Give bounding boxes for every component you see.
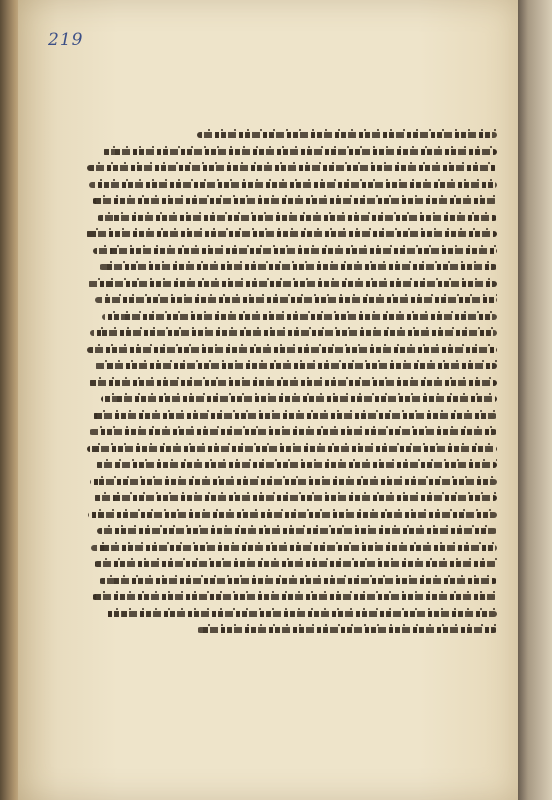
manuscript-line	[87, 281, 497, 287]
manuscript-page	[18, 0, 518, 800]
manuscript-line	[88, 380, 497, 386]
manuscript-line	[97, 215, 497, 221]
manuscript-line	[99, 578, 497, 584]
manuscript-line	[101, 396, 497, 402]
manuscript-line	[89, 182, 497, 188]
manuscript-line	[197, 627, 497, 633]
manuscript-line	[87, 446, 497, 452]
manuscript-line	[95, 462, 497, 468]
manuscript-line	[94, 363, 497, 369]
manuscript-line	[88, 512, 497, 518]
manuscript-line	[87, 347, 497, 353]
manuscript-line	[92, 198, 497, 204]
manuscript-line	[197, 132, 497, 138]
manuscript-line	[102, 314, 497, 320]
manuscript-line	[85, 231, 497, 237]
manuscript-line	[87, 165, 497, 171]
manuscript-line	[92, 413, 497, 419]
manuscript-line	[90, 479, 497, 485]
manuscript-line	[93, 495, 497, 501]
handwritten-text-block	[70, 128, 497, 644]
manuscript-line	[99, 264, 497, 270]
manuscript-line	[94, 561, 497, 567]
manuscript-line	[89, 429, 497, 435]
manuscript-line	[92, 594, 497, 600]
manuscript-line	[93, 248, 497, 254]
folio-number: 219	[48, 30, 84, 50]
manuscript-line	[95, 297, 497, 303]
manuscript-line	[90, 330, 497, 336]
manuscript-line	[97, 528, 497, 534]
manuscript-line	[102, 149, 497, 155]
manuscript-line	[105, 611, 497, 617]
manuscript-line	[91, 545, 497, 551]
facing-page-edge	[518, 0, 552, 800]
